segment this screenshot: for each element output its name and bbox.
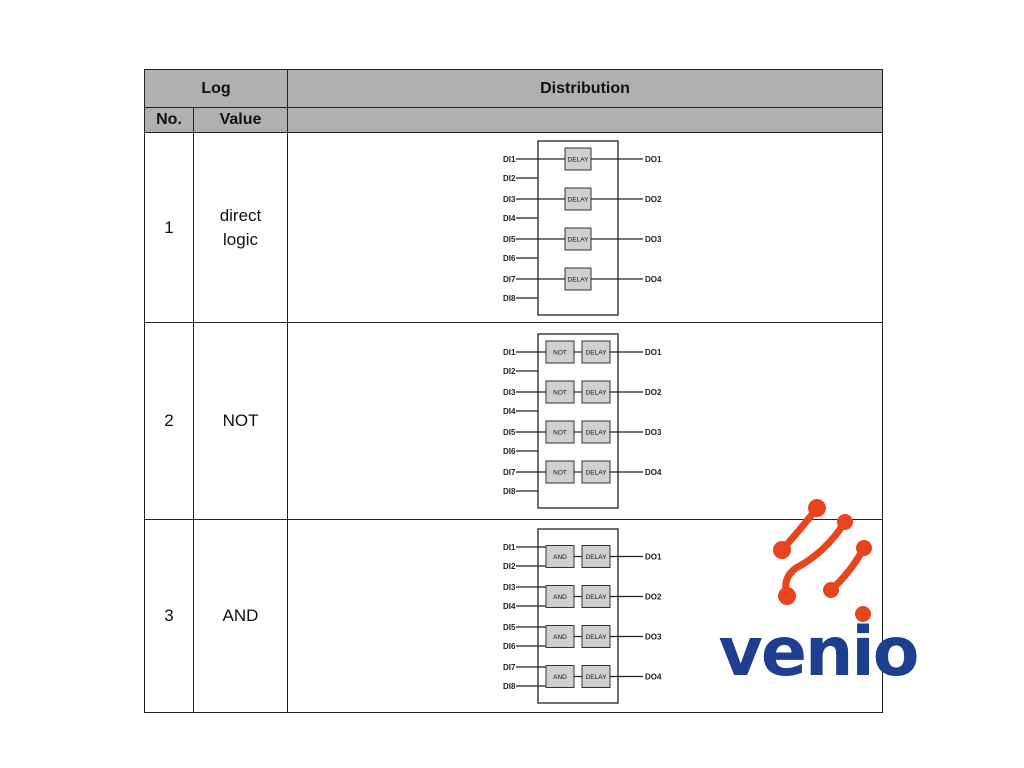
header-no: No. <box>145 108 194 133</box>
output-label: DO1 <box>645 154 662 164</box>
output-label: DO1 <box>645 348 662 357</box>
output-label: DO3 <box>645 234 662 244</box>
logo-mark <box>773 499 872 622</box>
row-value: NOT <box>194 323 288 519</box>
row-value-text: direct logic <box>219 205 262 249</box>
input-label: DI4 <box>503 407 516 416</box>
logic-block-label: DELAY <box>585 429 607 437</box>
output-label: DO3 <box>645 632 662 642</box>
logic-block-label: DELAY <box>585 389 607 397</box>
logic-block-label: DELAY <box>585 593 607 601</box>
row-value <box>194 133 288 323</box>
logic-block-label: DELAY <box>567 196 589 204</box>
logic-block-label: NOT <box>553 389 567 397</box>
input-label: DI1 <box>503 542 516 552</box>
distribution-cell <box>288 323 883 519</box>
header-blank <box>288 108 883 133</box>
input-label: DI6 <box>503 641 516 651</box>
logic-block-label: DELAY <box>567 276 589 284</box>
input-label: DI8 <box>503 681 516 691</box>
distribution-diagram <box>485 525 685 707</box>
table-row <box>145 323 883 519</box>
logo-text: venio <box>718 613 918 688</box>
input-label: DI5 <box>503 622 516 632</box>
output-label: DO1 <box>645 552 662 562</box>
header-distribution: Distribution <box>288 70 883 108</box>
input-label: DI3 <box>503 388 516 397</box>
input-label: DI6 <box>503 447 516 456</box>
output-label: DO4 <box>645 468 662 477</box>
input-label: DI1 <box>503 348 516 357</box>
logic-block-label: DELAY <box>585 673 607 681</box>
output-label: DO3 <box>645 428 662 437</box>
output-label: DO2 <box>645 388 662 397</box>
input-label: DI2 <box>503 367 516 376</box>
input-label: DI8 <box>503 487 516 496</box>
input-label: DI1 <box>503 154 516 164</box>
input-label: DI6 <box>503 253 516 263</box>
logic-block-label: NOT <box>553 469 567 477</box>
logic-block-label: AND <box>553 593 567 601</box>
input-label: DI2 <box>503 173 516 183</box>
distribution-diagram <box>485 137 685 319</box>
logic-block-label: DELAY <box>567 236 589 244</box>
input-label: DI8 <box>503 293 516 303</box>
logic-block-label: AND <box>553 673 567 681</box>
input-label: DI4 <box>503 601 516 611</box>
logic-block-label: NOT <box>553 349 567 357</box>
logic-block-label: DELAY <box>585 349 607 357</box>
input-label: DI3 <box>503 582 516 592</box>
venio-logo <box>700 498 935 688</box>
input-label: DI2 <box>503 561 516 571</box>
input-label: DI4 <box>503 213 516 223</box>
input-label: DI5 <box>503 428 516 437</box>
row-value: AND <box>194 519 288 712</box>
output-label: DO4 <box>645 274 662 284</box>
output-label: DO2 <box>645 194 662 204</box>
input-label: DI7 <box>503 662 516 672</box>
output-label: DO4 <box>645 672 662 682</box>
header-log: Log <box>145 70 288 108</box>
logic-block-label: DELAY <box>585 553 607 561</box>
logic-block-label: DELAY <box>585 633 607 641</box>
input-label: DI3 <box>503 194 516 204</box>
header-value: Value <box>194 108 288 133</box>
distribution-diagram <box>485 330 685 512</box>
logic-block-label: DELAY <box>567 156 589 164</box>
input-label: DI7 <box>503 274 516 284</box>
distribution-cell <box>288 133 883 323</box>
row-number: 1 <box>145 133 194 323</box>
logic-block-label: AND <box>553 633 567 641</box>
input-label: DI5 <box>503 234 516 244</box>
logic-block-label: DELAY <box>585 469 607 477</box>
logic-block-label: AND <box>553 553 567 561</box>
row-number: 2 <box>145 323 194 519</box>
logic-block-label: NOT <box>553 429 567 437</box>
row-number: 3 <box>145 519 194 712</box>
table-row <box>145 133 883 323</box>
output-label: DO2 <box>645 592 662 602</box>
input-label: DI7 <box>503 468 516 477</box>
